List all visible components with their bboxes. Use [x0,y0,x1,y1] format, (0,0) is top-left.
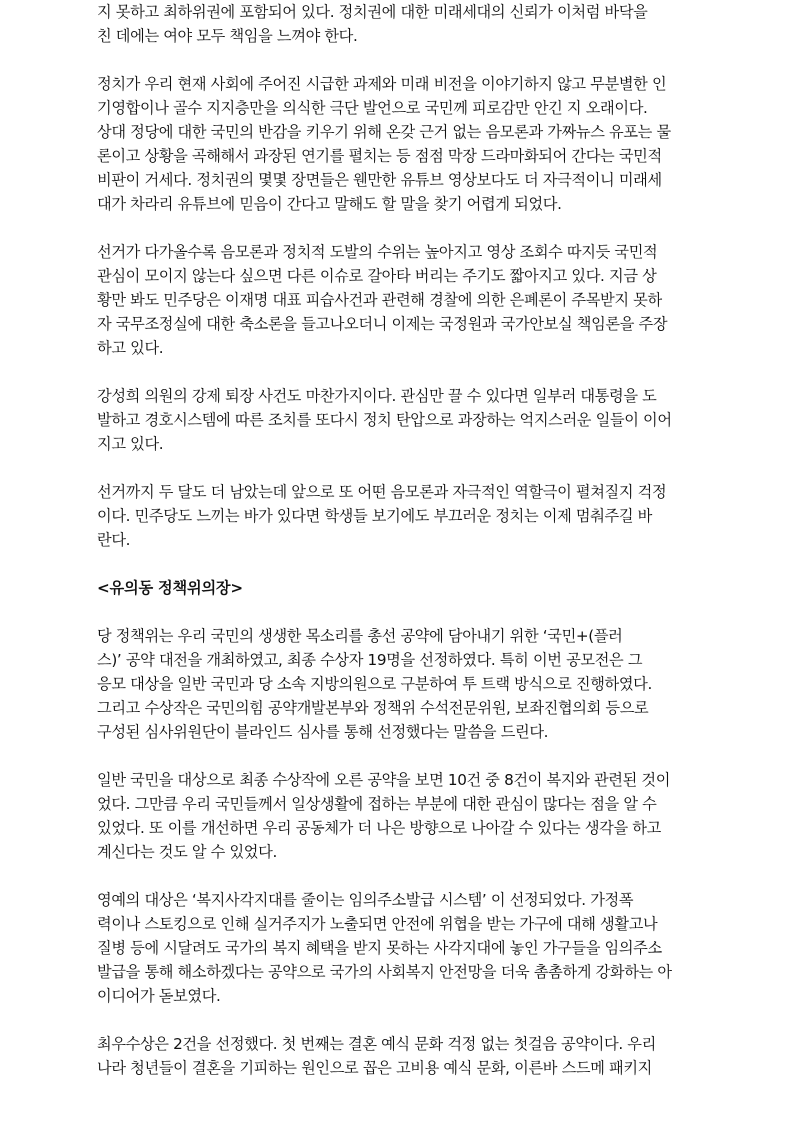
paragraph [97,768,697,864]
text-line: 당 정책위는 우리 국민의 생생한 목소리를 총선 공약에 담아내기 위한 ‘국민+(플러 [97,627,623,645]
text-line: 상대 정당에 대한 국민의 반감을 키우기 위해 온갖 근거 없는 음모론과 가짜뉴스 유포는 물 [97,123,671,141]
text-line: <유의동 정책위의장> [97,579,243,597]
text-line: 나라 청년들이 결혼을 기피하는 원인으로 꼽은 고비용 예식 문화, 이른바 스드메 패키지 [97,1059,652,1077]
text-line: 최우수상은 2건을 선정했다. 첫 번째는 결혼 예식 문화 걱정 없는 첫걸음 공약이다. 우리 [97,1035,656,1053]
text-line: 기영합이나 골수 지지층만을 의식한 극단 발언으로 국민께 피로감만 안긴 지 오래이다. [97,99,648,117]
text-line: 자 국무조정실에 대한 축소론을 들고나오더니 이제는 국정원과 국가안보실 책임론을 주장 [97,315,668,333]
text-line: 친 데에는 여야 모두 책임을 느껴야 한다. [97,27,358,45]
paragraph [97,384,697,456]
text-line: 하고 있다. [97,339,164,357]
text-line: 선거가 다가올수록 음모론과 정치적 도발의 수위는 높아지고 영상 조회수 따지듯 국민적 [97,243,658,261]
paragraph [97,624,697,744]
paragraph [97,72,697,216]
text-line: 발급을 통해 해소하겠다는 공약으로 국가의 사회복지 안전망을 더욱 촘촘하게 강화하는 아 [97,963,672,981]
paragraph [97,240,697,360]
text-line: 었다. 그만큼 우리 국민들께서 일상생활에 접하는 부분에 대한 관심이 많다는 점을 알 수 [97,795,657,813]
text-line: 란다. [97,531,131,549]
text-line: 대가 차라리 유튜브에 믿음이 간다고 말해도 할 말을 찾기 어렵게 되었다. [97,195,562,213]
text-line: 선거까지 두 달도 더 남았는데 앞으로 또 어떤 음모론과 자극적인 역할극이 펼쳐질지 걱정 [97,483,667,501]
text-line: 구성된 심사위원단이 블라인드 심사를 통해 선정했다는 말씀을 드린다. [97,723,549,741]
paragraph [97,480,697,552]
text-line: 계신다는 것도 알 수 있었다. [97,843,277,861]
paragraph [97,1032,697,1080]
text-line: 력이나 스토킹으로 인해 실거주지가 노출되면 안전에 위협을 받는 가구에 대해 생활고나 [97,915,658,933]
text-line: 있었다. 또 이를 개선하면 우리 공동체가 더 나은 방향으로 나아갈 수 있다는 생각을 하고 [97,819,661,837]
text-line: 일반 국민을 대상으로 최종 수상작에 오른 공약을 보면 10건 중 8건이 복지와 관련된 것이 [97,771,671,789]
text-line: 이다. 민주당도 느끼는 바가 있다면 학생들 보기에도 부끄러운 정치는 이제 멈춰주길 바 [97,507,652,525]
text-line: 영예의 대상은 ‘복지사각지대를 줄이는 임의주소발급 시스템’ 이 선정되었다. 가정폭 [97,891,634,909]
text-line: 비판이 거세다. 정치권의 몇몇 장면들은 웬만한 유튜브 영상보다도 더 자극적이니 미래세 [97,171,662,189]
text-line: 응모 대상을 일반 국민과 당 소속 지방의원으로 구분하여 투 트랙 방식으로 진행하였다. [97,675,652,693]
section-heading [97,576,697,600]
text-line: 지 못하고 최하위권에 포함되어 있다. 정치권에 대한 미래세대의 신뢰가 이처럼 바닥을 [97,3,648,21]
text-line: 지고 있다. [97,435,164,453]
document-page [97,0,697,1104]
text-line: 황만 봐도 민주당은 이재명 대표 피습사건과 관련해 경찰에 의한 은폐론이 주목받지 못하 [97,291,662,309]
text-line: 정치가 우리 현재 사회에 주어진 시급한 과제와 미래 비전을 이야기하지 않고 무분별한 인 [97,75,667,93]
paragraph [97,888,697,1008]
text-line: 이디어가 돋보였다. [97,987,221,1005]
text-line: 강성희 의원의 강제 퇴장 사건도 마찬가지이다. 관심만 끌 수 있다면 일부러 대통령을 도 [97,387,657,405]
text-line: 론이고 상황을 곡해해서 과장된 연기를 펼치는 등 점점 막장 드라마화되어 간다는 국민적 [97,147,662,165]
text-line: 스)’ 공약 대전을 개최하였고, 최종 수상자 19명을 선정하였다. 특히 이번 공모전은 그 [97,651,643,669]
paragraph [97,0,697,48]
text-line: 관심이 모이지 않는다 싶으면 다른 이슈로 갈아타 버리는 주기도 짧아지고 있다. 지금 상 [97,267,657,285]
text-line: 그리고 수상작은 국민의힘 공약개발본부와 정책위 수석전문위원, 보좌진협의회 등으로 [97,699,649,717]
text-line: 발하고 경호시스템에 따른 조치를 또다시 정치 탄압으로 과장하는 억지스러운 일들이 이어 [97,411,672,429]
text-line: 질병 등에 시달려도 국가의 복지 혜택을 받지 못하는 사각지대에 놓인 가구들을 임의주소 [97,939,662,957]
